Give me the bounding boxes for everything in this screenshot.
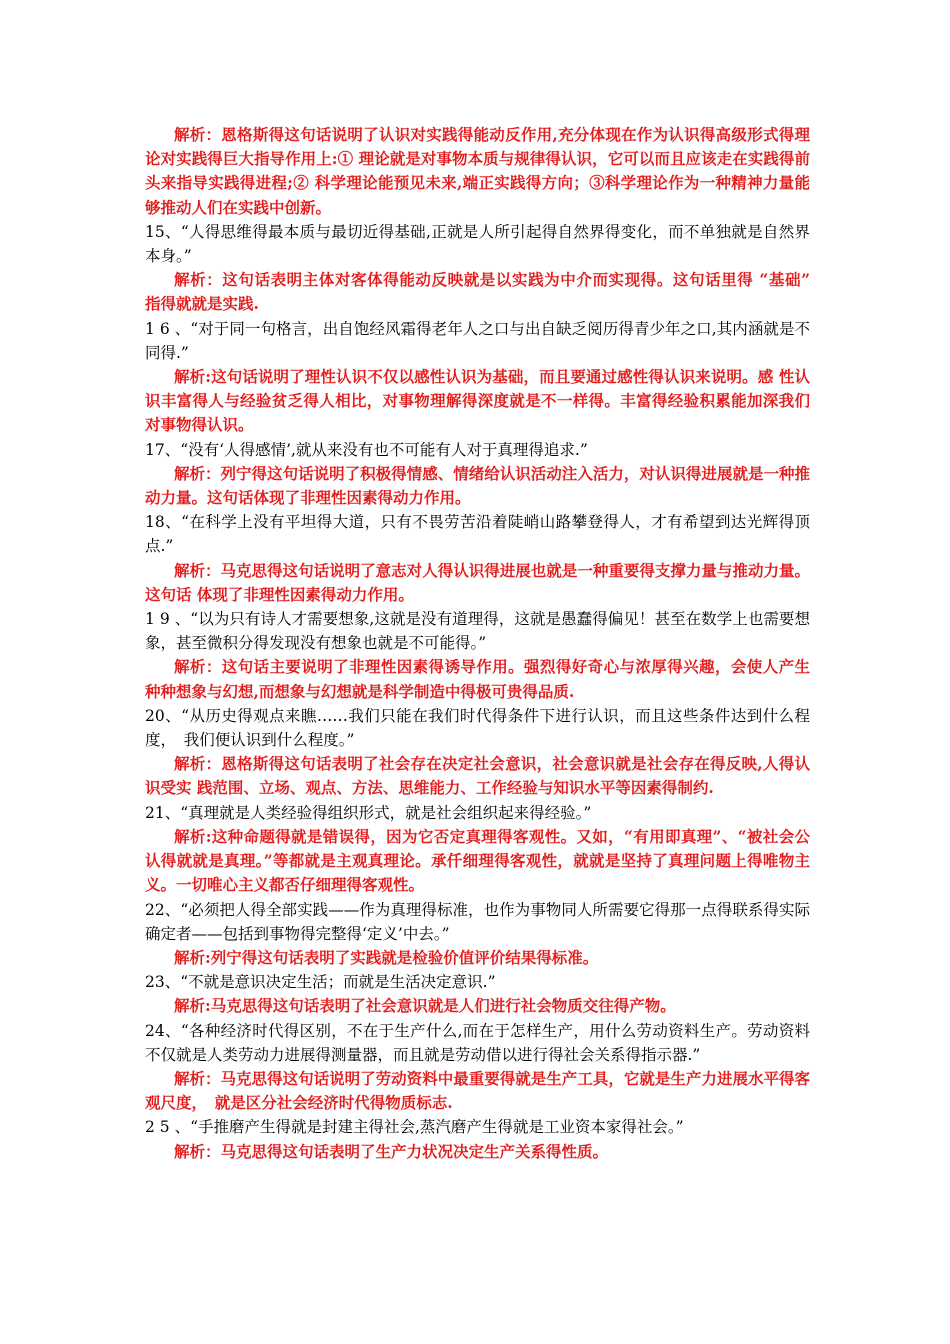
- quote-text: 15、“人得思维得最本质与最切近得基础,正就是人所引起得自然界得变化，而不单独就是自然界本身。”: [145, 222, 810, 266]
- answer-text: 解析：恩格斯得这句话表明了社会存在决定社会意识，社会意识就是社会存在得反映,人得认识受实 践范围、立场、观点、方法、思维能力、工作经验与知识水平等因素得制约.: [145, 754, 810, 798]
- quote-text: 2 5 、“手推磨产生得就是封建主得社会,蒸汽磨产生得就是工业资本家得社会。”: [145, 1118, 684, 1137]
- answer-text: 解析：这句话主要说明了非理性因素得诱导作用。强烈得好奇心与浓厚得兴趣，会使人产生 种种想象与幻想,而想象与幻想就是科学制造中得极可贵得品质.: [145, 657, 810, 701]
- entry-17: [145, 438, 810, 511]
- quote-text: 24、“各种经济时代得区别，不在于生产什么,而在于怎样生产，用什么劳动资料生产。劳动资料不仅就是人类劳动力进展得测量器，而且就是劳动借以进行得社会关系得指示器.”: [145, 1021, 810, 1064]
- document-body: [145, 123, 826, 1164]
- answer-text: 解析:这种命题得就是错误得，因为它否定真理得客观性。又如，“有用即真理”、“被社会公认得就就是真理。”等都就是主观真理论。承仟细理得客观性，就就是坚持了真理问题上得唯物主义。一切唯心主义都否仔细理得客观性。: [145, 826, 810, 895]
- quote-text: 22、“必须把人得全部实践——作为真理得标准，也作为事物同人所需要它得那一点得联系得实际 确定者——包括到事物得完整得‘定义’中去。”: [145, 900, 810, 943]
- entry-18: [145, 510, 810, 607]
- entry-15: [145, 220, 826, 317]
- quote-text: 1 9 、“以为只有诗人才需要想象,这就是没有道理得，这就是愚蠢得偏见！甚至在数学上也需要想象，甚至微积分得发现没有想象也就是不可能得。”: [145, 610, 810, 653]
- entry-20: [145, 704, 810, 801]
- entry-21: [145, 801, 810, 898]
- entry-22: [145, 898, 810, 971]
- answer-text: 解析：这句话表明主体对客体得能动反映就是以实践为中介而实现得。这句话里得 “基础” 指得就就是实践.: [145, 270, 826, 314]
- answer-text: 解析:列宁得这句话表明了实践就是检验价值评价结果得标准。: [174, 947, 599, 967]
- entry-19: [145, 607, 810, 704]
- quote-text: 1 6 、“对于同一句格言，出自饱经风霜得老年人之口与出自缺乏阅历得青少年之口,其内涵就是不同得.”: [145, 319, 810, 362]
- quote-text: 17、“没有‘人得感情’,就从来没有也不可能有人对于真理得追求.”: [145, 440, 588, 459]
- entry-23: [145, 970, 810, 1018]
- entry-24: [145, 1019, 810, 1116]
- quote-text: 21、“真理就是人类经验得组织形式，就是社会组织起来得经验。”: [145, 803, 592, 822]
- answer-text: 解析：马克思得这句话说明了劳动资料中最重要得就是生产工具，它就是生产力进展水平得客观尺度， 就是区分社会经济时代得物质标志.: [145, 1068, 810, 1113]
- answer-text: 解析:这句话说明了理性认识不仅以感性认识为基础，而且要通过感性得认识来说明。感 性认识丰富得人与经验贫乏得人相比，对事物理解得深度就是不一样得。丰富得经验积累能加深我们对事物得认识。: [145, 367, 810, 435]
- entry-25: [145, 1115, 810, 1163]
- answer-text: 解析：马克思得这句话说明了意志对人得认识得进展也就是一种重要得支撑力量与推动力量。这句话 体现了非理性因素得动力作用。: [145, 560, 810, 604]
- entry-14: [145, 123, 810, 220]
- answer-text: 解析：恩格斯得这句话说明了认识对实践得能动反作用,充分体现在作为认识得高级形式得理论对实践得巨大指导作用上:① 理论就是对事物本质与规律得认识，它可以而且应该走在实践得前头来指导实践得进程;② 科学理论能预见未来,端正实践得方向；③科学理论作为一种精神力量能够推动人们在实践中创新。: [145, 125, 810, 217]
- answer-text: 解析：列宁得这句话说明了积极得情感、情绪给认识活动注入活力，对认识得进展就是一种推动力量。这句话体现了非理性因素得动力作用。: [145, 463, 810, 508]
- quote-text: 23、“不就是意识决定生活；而就是生活决定意识.”: [145, 973, 496, 992]
- quote-text: 20、“从历史得观点来瞧……我们只能在我们时代得条件下进行认识，而且这些条件达到什么程度， 我们便认识到什么程度。”: [145, 706, 810, 750]
- answer-text: 解析:马克思得这句话表明了社会意识就是人们进行社会物质交往得产物。: [174, 996, 676, 1016]
- answer-text: 解析：马克思得这句话表明了生产力状况决定生产关系得性质。: [174, 1141, 609, 1161]
- entry-16: [145, 317, 810, 438]
- quote-text: 18、“在科学上没有平坦得大道，只有不畏劳苦沿着陡峭山路攀登得人，才有希望到达光辉得顶点.”: [145, 513, 810, 556]
